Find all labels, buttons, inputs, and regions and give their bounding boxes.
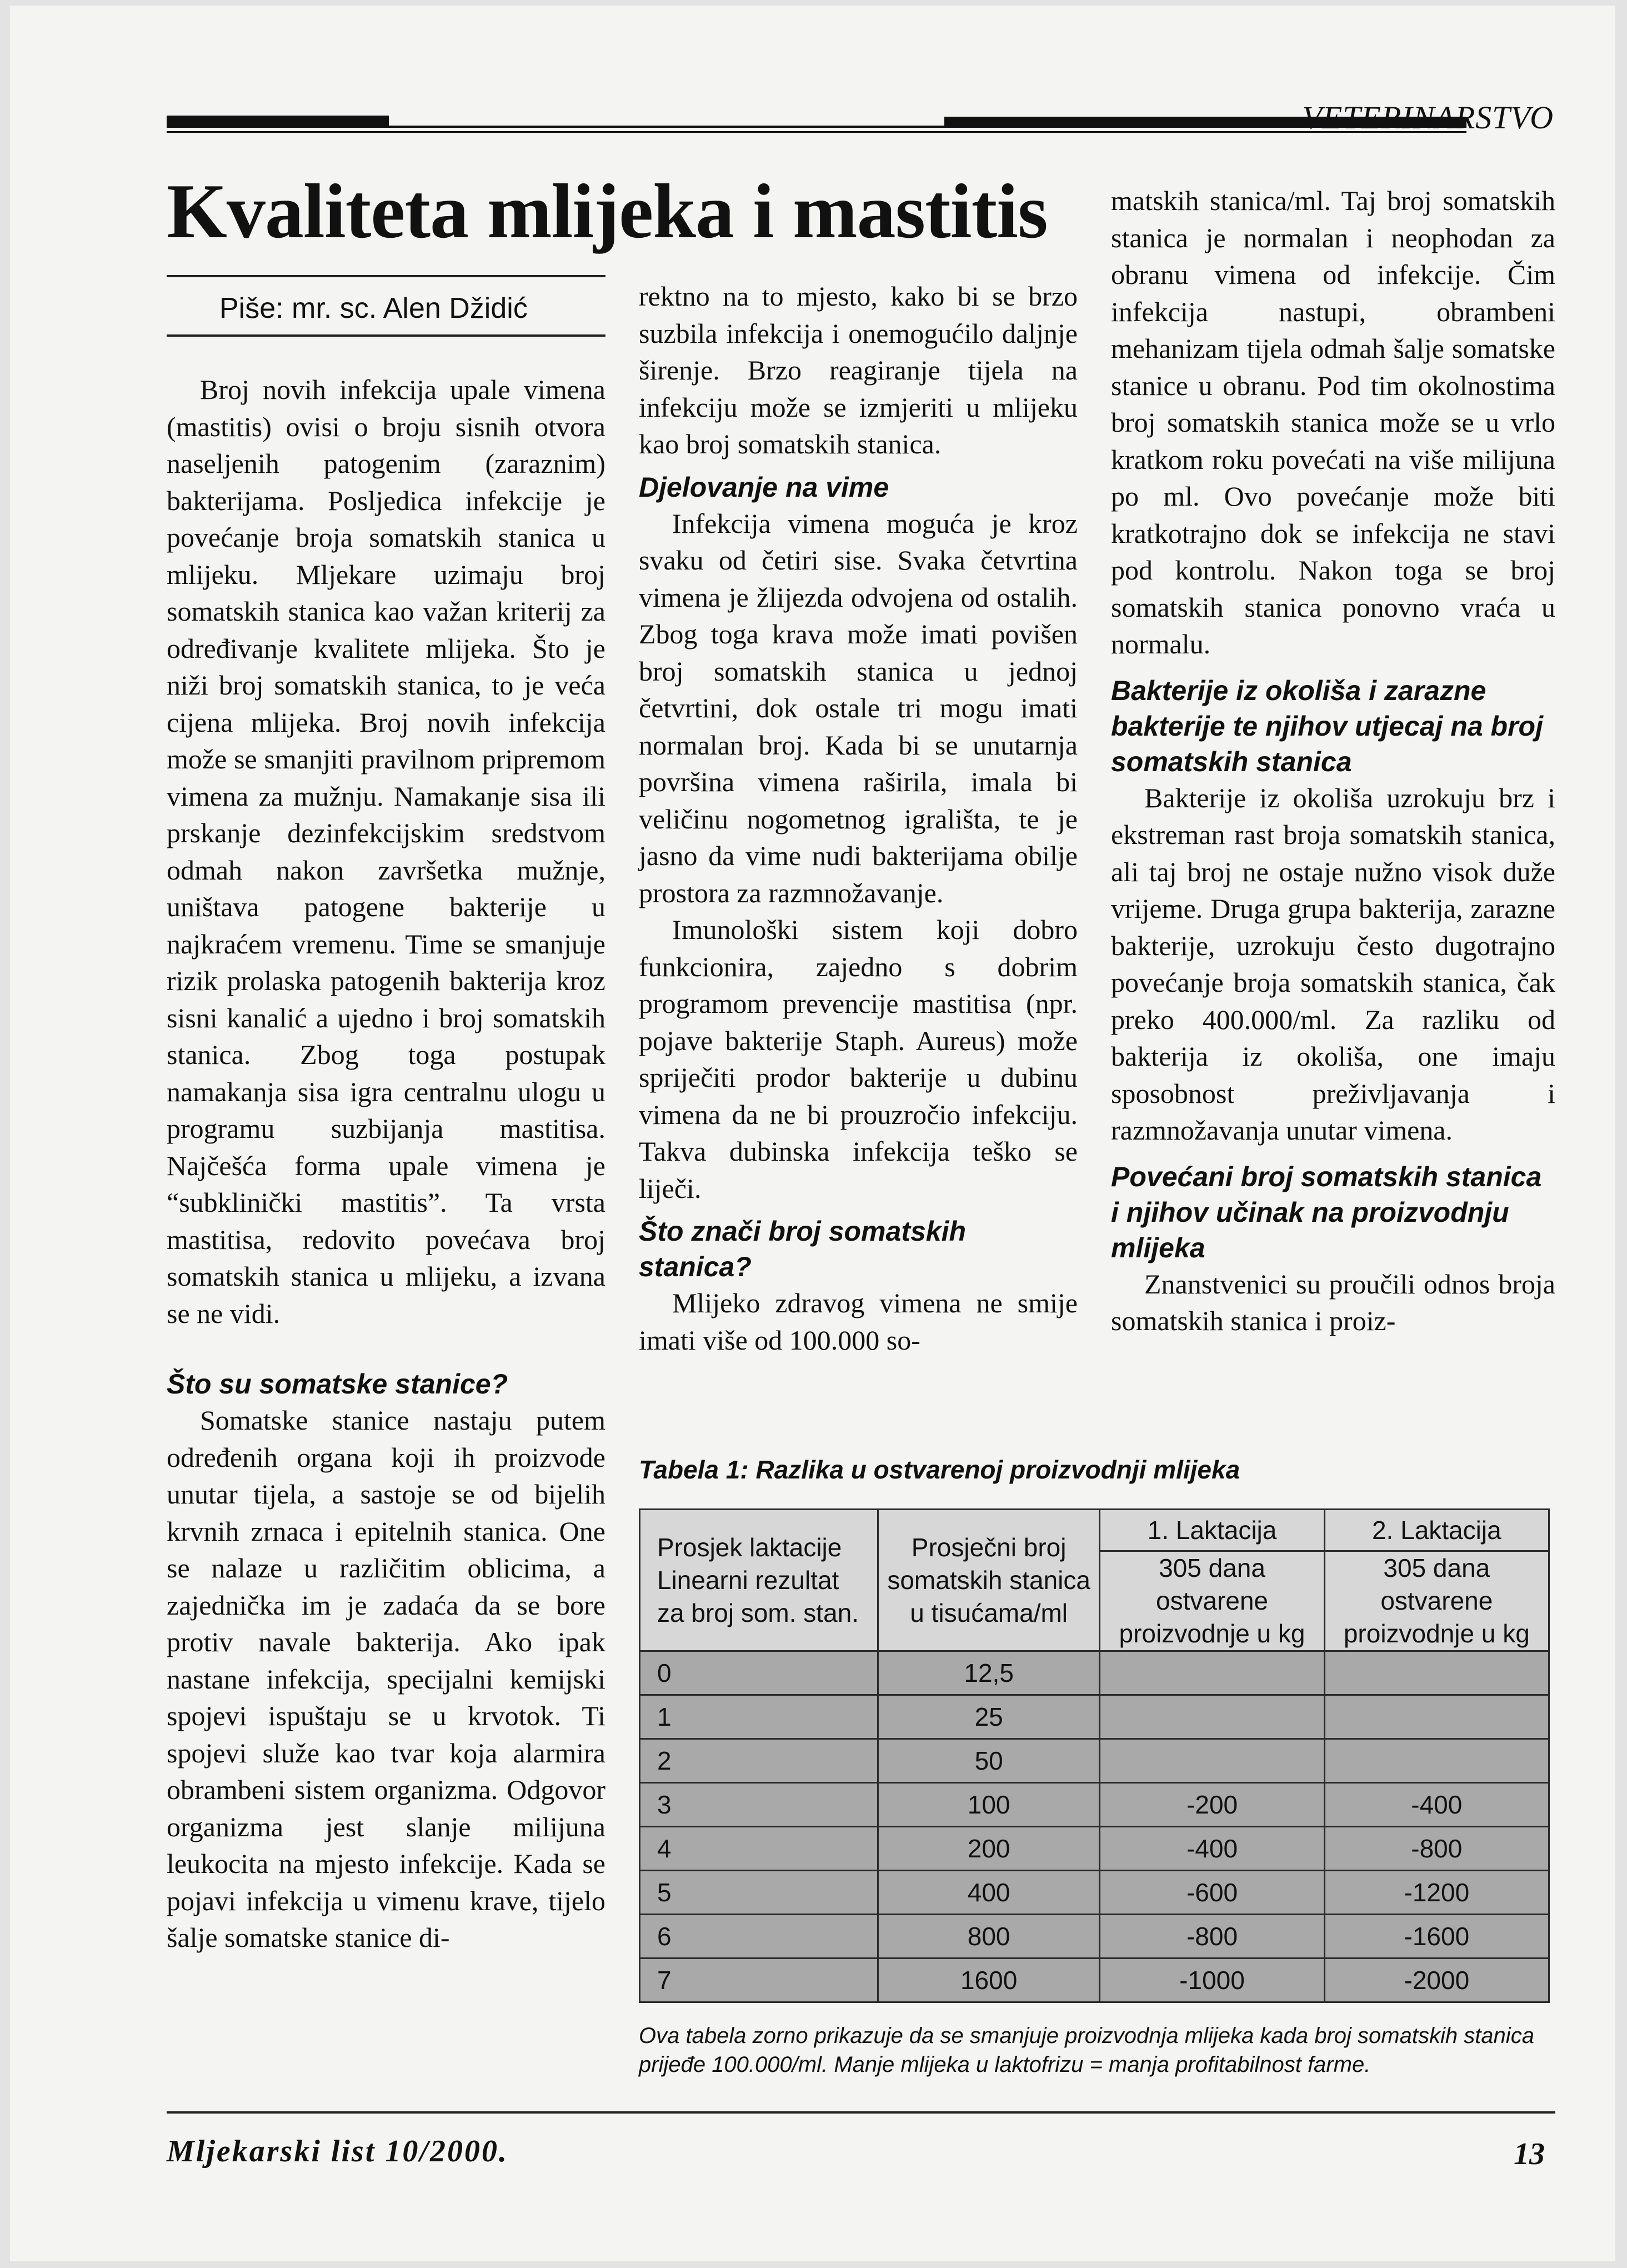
table-cell: 1 [640,1695,878,1739]
table-cell: -800 [1100,1915,1324,1959]
author-byline: Piše: mr. sc. Alen Džidić [219,292,528,324]
table-cell [1324,1695,1549,1739]
table-cell: 5 [640,1871,878,1915]
subheading: Djelovanje na vime [639,471,889,503]
paragraph: Imunološki sistem koji dobro funkcionira, zajedno s dobrim programom prevencije mastitisa (npr. pojave bakterije Staph. Aureus) može spriječiti prodor bakterije u dubinu vimena da ne bi prouzročio infekciju. Takva dubinska infekcija teško se liječi. [639,914,1078,1204]
table-row [640,1915,1549,1959]
table-cell [1100,1651,1324,1695]
table-cell: -2000 [1324,1959,1549,2002]
table-row [640,1959,1549,2002]
data-table [639,1508,1550,2003]
author-bottom-rule [167,334,605,337]
table-caption: Ova tabela zorno prikazuje da se smanjuje proizvodnja mlijeka kada broj somatskih stanica prijeđe 100.000/ml. Manje mlijeka u laktofrizu = manja profitabilnost farme. [639,2024,1534,2077]
header-somatic-count: Prosječni broj somatskih stanica u tisućama/ml [878,1510,1099,1651]
table-cell: 0 [640,1651,878,1695]
paragraph: rektno na to mjesto, kako bi se brzo suzbila infekcija i onemogućilo daljnje širenje. Brzo reagiranje tijela na infekciju može se izmjeriti u mlijeku kao broj somatskih stanica. [639,281,1078,459]
table-cell: 50 [878,1739,1099,1783]
header-linear-score: Prosjek laktacije Linearni rezultat za broj som. stan. [640,1510,878,1651]
paragraph: Somatske stanice nastaju putem određenih organa koji ih proizvode unutar tijela, a sastoje se od bijelih krvnih zrnaca i epitelnih stanica. One se nalaze u različitim oblicima, a zajednička im je zadaća da se bore protiv navale bakterija. Ako ipak nastane infekcija, specijalni kemijski spojevi ispuštaju se u krvotok. Ti spojevi služe kao tvar koja alarmira obrambeni sistem organizma. Odgovor organizma jest slanje milijuna leukocita na mjesto infekcije. Kada se pojavi infekcija u vimenu krave, tijelo šalje somatske stanice di- [167,1405,605,1953]
subheading: Povećani broj somatskih stanica i njihov učinak na proizvodnju mlijeka [1111,1161,1542,1263]
table-cell: 7 [640,1959,878,2002]
table-cell: -800 [1324,1827,1549,1871]
table-cell [1324,1651,1549,1695]
table-cell [1100,1739,1324,1783]
author-top-rule [167,275,605,277]
article-title: Kvaliteta mlijeka i mastitis [167,168,1048,254]
subheading: Što su somatske stanice? [167,1368,508,1400]
paragraph: matskih stanica/ml. Taj broj somatskih stanica je normalan i neophodan za obranu vimena od infekcije. Čim infekcija nastupi, obrambeni mehanizam tijela odmah šalje somatske stanice u obranu. Pod tim okolnostima broj somatskih stanica može se u vrlo kratkom roku povećati na više milijuna po ml. Ovo povećanje može biti kratkotrajno dok se infekcija ne stavi pod kontrolu. Nakon toga se broj somatskih stanica ponovno vraća u normalu. [1111,185,1555,660]
paragraph: Broj novih infekcija upale vimena (mastitis) ovisi o broju sisnih otvora naseljenih patogenim (zaraznim) bakterijama. Posljedica infekcije je povećanje broja somatskih stanica u mlijeku. Mljekare uzimaju broj somatskih stanica kao važan kriterij za određivanje kvalitete mlijeka. Što je niži broj somatskih stanica, to je veća cijena mlijeka. Broj novih infekcija može se smanjiti pravilnom pripremom vimena za mužnju. Namakanje sisa ili prskanje dezinfekcijskim sredstvom odmah nakon završetka mužnje, uništava patogene bakterije u najkraćem vremenu. Time se smanjuje rizik prolaska patogenih bakterija kroz sisni kanalić a ujedno i broj somatskih stanica. Zbog toga postupak namakanja sisa igra centralnu ulogu u programu suzbijanja mastitisa. Najčešća forma upale vimena je “subklinički mastitis”. Ta vrsta mastitisa, redovito povećava broj somatskih stanica u mlijeku, a izvana se ne vidi. [167,374,605,1329]
table-cell [1100,1695,1324,1739]
table-cell: -200 [1100,1783,1324,1827]
table-cell: -400 [1100,1827,1324,1871]
header-lactation-2-sub: 305 dana ostvarene proizvodnje u kg [1324,1551,1549,1651]
footer-rule [167,2111,1555,2114]
paragraph: Infekcija vimena moguća je kroz svaku od četiri sise. Svaka četvrtina vimena je žlijezda odvojena od ostalih. Zbog toga krava može imati povišen broj somatskih stanica u jednoj četvrtini, dok ostale tri mogu imati normalan broj. Kada bi se unutarnja površina vimena raširila, imala bi veličinu nogometnog igrališta, te je jasno da vime nudi bakterijama obilje prostora za razmnožavanje. [639,507,1078,908]
table-row [640,1651,1549,1695]
table-cell: 3 [640,1783,878,1827]
column-1 [167,371,605,1956]
table-cell: -400 [1324,1783,1549,1827]
header-lactation-1-sub: 305 dana ostvarene proizvodnje u kg [1100,1551,1324,1651]
subheading: Bakterije iz okoliša i zarazne bakterije te njihov utjecaj na broj somatskih stanica [1111,675,1543,777]
table-row [640,1695,1549,1739]
table-cell: 12,5 [878,1651,1099,1695]
paragraph: Mlijeko zdravog vimena ne smije imati više od 100.000 so- [639,1287,1078,1356]
table-cell: -1200 [1324,1871,1549,1915]
table-cell: -1600 [1324,1915,1549,1959]
publication-info: Mljekarski list 10/2000. [167,2134,508,2169]
paragraph: Bakterije iz okoliša uzrokuju brz i ekstreman rast broja somatskih stanica, ali taj broj ne ostaje nužno visok duže vrijeme. Druga grupa bakterija, zarazne bakterije, uzrokuju često dugotrajno povećanje broja somatskih stanica, čak preko 400.000/ml. Za razliku od bakterija iz okoliša, one imaju sposobnost preživljavanja i razmnožavanja unutar vimena. [1111,782,1555,1146]
table-cell: 800 [878,1915,1099,1959]
table-cell: 1600 [878,1959,1099,2002]
table-row [640,1739,1549,1783]
table-cell: 6 [640,1915,878,1959]
table-cell [1324,1739,1549,1783]
table-cell: -600 [1100,1871,1324,1915]
column-3 [1111,182,1555,1340]
subheading: Što znači broj somatskih stanica? [639,1216,967,1282]
table-row [640,1827,1549,1871]
table-cell: 2 [640,1739,878,1783]
table-cell: 400 [878,1871,1099,1915]
table-cell: -1000 [1100,1959,1324,2002]
header-lactation-1: 1. Laktacija [1100,1510,1324,1551]
table-cell: 4 [640,1827,878,1871]
table-cell: 200 [878,1827,1099,1871]
table-cell: 100 [878,1783,1099,1827]
paragraph: Znanstvenici su proučili odnos broja somatskih stanica i proiz- [1111,1268,1555,1336]
table-title: Tabela 1: Razlika u ostvarenoj proizvodnji mlijeka [639,1455,1240,1484]
table-cell: 25 [878,1695,1099,1739]
header-lactation-2: 2. Laktacija [1324,1510,1549,1551]
table-row [640,1871,1549,1915]
column-2 [639,278,1078,1358]
table-row [640,1783,1549,1827]
page-number: 13 [1514,2137,1545,2171]
section-label: VETERINARSTVO [1302,99,1554,136]
